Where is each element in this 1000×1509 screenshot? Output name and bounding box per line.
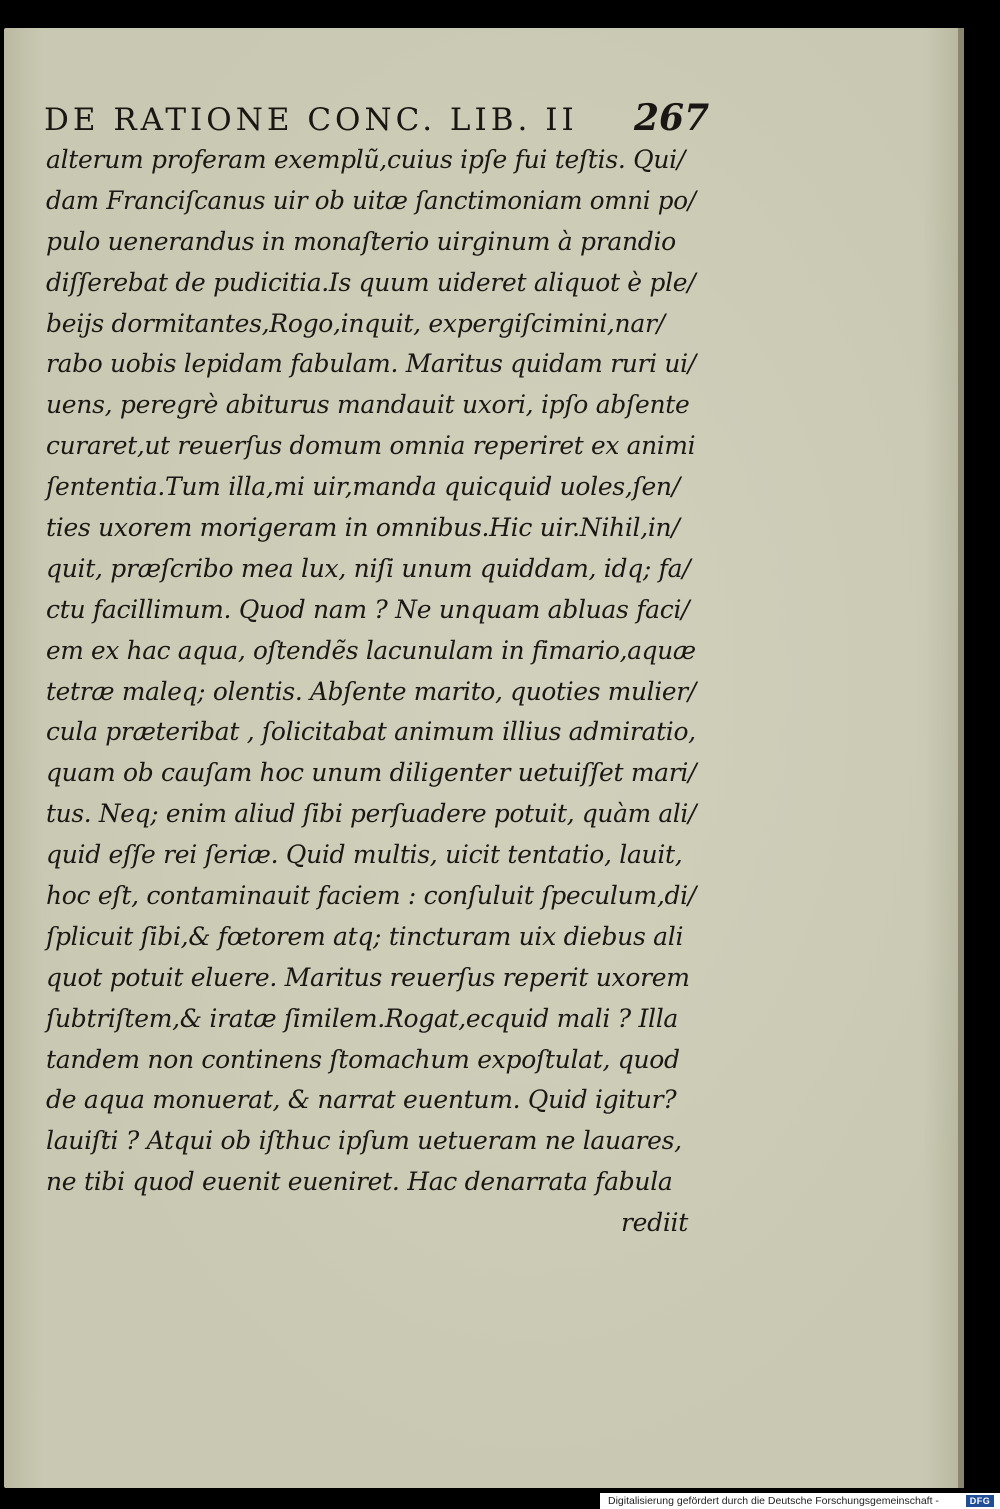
text-line: ctu facillimum. Quod nam ? Ne unquam abluas faci/	[46, 594, 690, 624]
text-line: tandem non continens ſtomachum expoſtulat, quod	[46, 1044, 680, 1074]
text-line: tetræ maleq; olentis. Abſente marito, quoties mulier/	[46, 676, 696, 706]
text-line: uens, peregrè abiturus mandauit uxori, ipſo abſente	[46, 390, 690, 420]
text-line: ſplicuit ſibi,& fœtorem atq; tincturam uix diebus ali	[46, 921, 684, 951]
text-line: quot potuit eluere. Maritus reuerſus reperit uxorem	[46, 962, 690, 992]
text-line: em ex hac aqua, oſtendẽs lacunulam in fimario,aquæ	[46, 635, 696, 665]
page-number: 267	[634, 97, 710, 139]
text-line: alterum proferam exemplũ,cuius ipſe fui teſtis. Qui/	[46, 145, 685, 174]
dfg-logo: DFG	[966, 1495, 994, 1507]
text-line: lauiſti ? Atqui ob iſthuc ipſum uetueram ne lauares,	[46, 1126, 682, 1156]
text-line: quit, præſcribo mea lux, niſi unum quiddam, idq; fa/	[46, 553, 691, 583]
text-line: quid eſſe rei ſeriæ. Quid multis, uicit tentatio, lauit,	[46, 840, 683, 870]
text-line: curaret,ut reuerſus domum omnia reperiret ex animi	[46, 431, 696, 461]
text-block	[46, 140, 696, 1244]
text-line: cula præteribat , ſolicitabat animum illius admiratio,	[46, 717, 696, 747]
running-head-title: DE RATIONE CONC. LIB. II	[44, 102, 578, 138]
text-line: dam Franciſcanus uir ob uitæ ſanctimoniam omni po/	[46, 185, 696, 215]
text-line: diſſerebat de pudicitia.Is quum uideret aliquot è ple/	[46, 267, 696, 297]
text-line: beijs dormitantes,Rogo,inquit, expergiſcimini,nar/	[46, 308, 665, 338]
running-head	[44, 97, 710, 144]
page-edge	[958, 28, 964, 1488]
text-line: hoc eſt, contaminauit faciem : conſuluit ſpeculum,di/	[46, 881, 696, 911]
text-line: rabo uobis lepidam fabulam. Maritus quidam ruri ui/	[46, 349, 696, 379]
text-line: ſubtriſtem,& iratæ ſimilem.Rogat,ecquid mali ? Illa	[46, 1003, 679, 1033]
text-line: tus. Neq; enim aliud ſibi perſuadere potuit, quàm ali/	[46, 799, 697, 829]
digitization-credit-bar	[600, 1493, 1000, 1509]
text-line: ne tibi quod euenit eueniret. Hac denarrata fabula	[46, 1167, 673, 1197]
text-line: ſententia.Tum illa,mi uir,manda quicquid uoles,ſen/	[46, 472, 680, 502]
text-line: pulo uenerandus in monaſterio uirginum à prandio	[46, 226, 676, 256]
text-line: de aqua monuerat, & narrat euentum. Quid igitur?	[46, 1085, 677, 1115]
text-line: ties uxorem morigeram in omnibus.Hic uir.Nihil,in/	[46, 513, 680, 543]
digitization-credit: Digitalisierung gefördert durch die Deutsche Forschungsgemeinschaft -	[608, 1495, 939, 1507]
text-line: quam ob cauſam hoc unum diligenter uetuiſſet mari/	[46, 758, 697, 788]
catchword: rediit	[621, 1208, 688, 1238]
